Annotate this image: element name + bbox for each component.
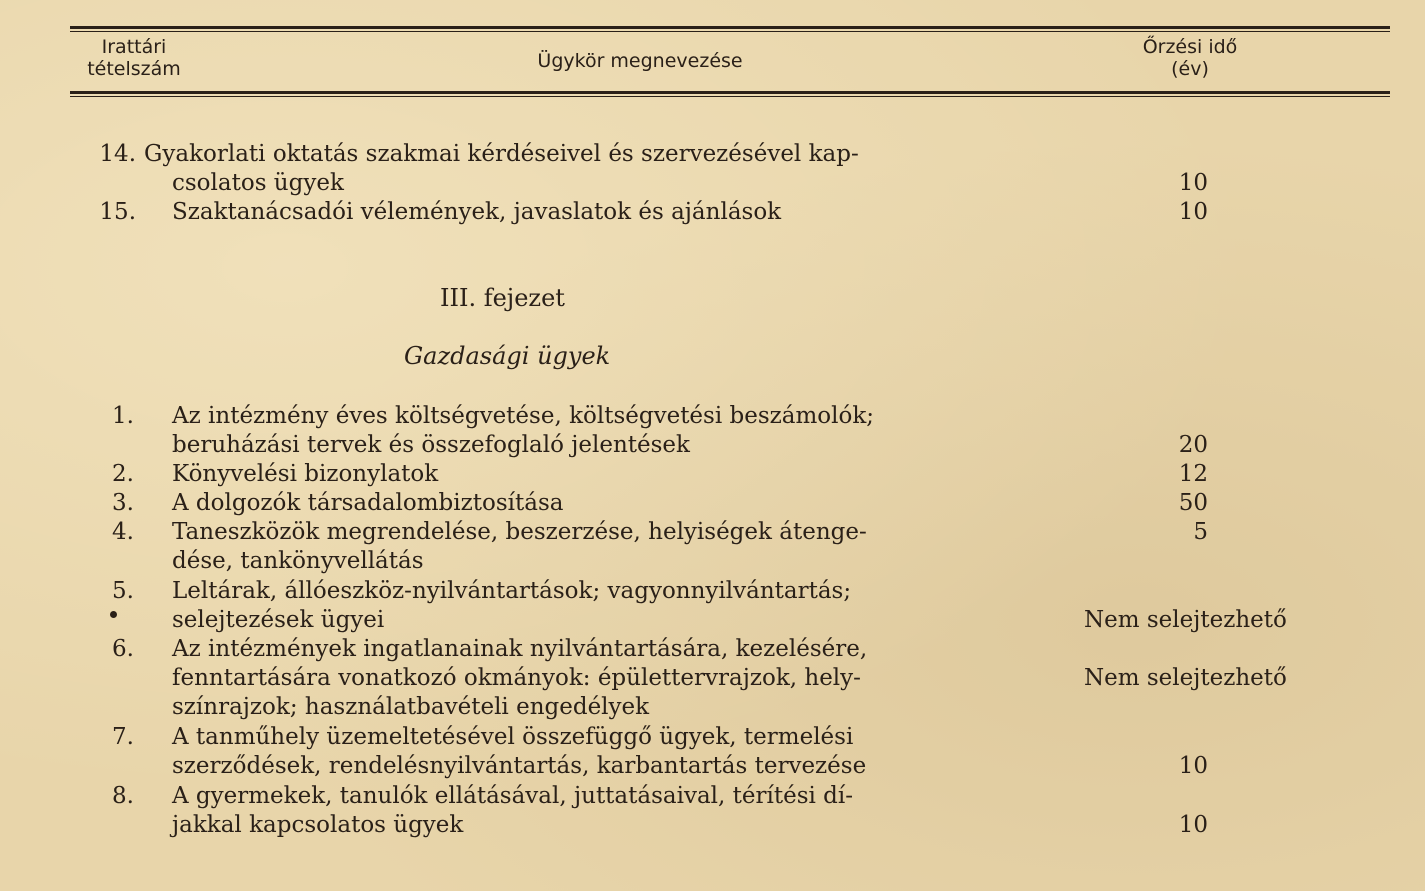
item-text <box>172 460 972 489</box>
header-file-number-line2: tételszám <box>87 58 181 80</box>
item-retention: 10 <box>1178 199 1208 225</box>
item-text-line: dése, tankönyvellátás <box>172 548 424 574</box>
header-file-number <box>64 36 204 80</box>
item-text <box>172 198 972 227</box>
item-text <box>144 140 964 198</box>
item-retention: Nem selejtezhető <box>1084 665 1287 691</box>
item-number: 6. <box>112 636 134 662</box>
item-number: 8. <box>112 783 134 809</box>
header-file-number-line1: Irattári <box>101 36 167 58</box>
header-top-rule-thin <box>70 31 1390 32</box>
header-bottom-rule-thin <box>70 96 1390 97</box>
item-text-line: Az intézmények ingatlanainak nyilvántartására, kezelésére, <box>172 636 868 662</box>
item-text <box>172 782 972 840</box>
item-text-line: Az intézmény éves költségvetése, költségvetési beszámolók; <box>172 403 875 429</box>
item-text-line: szerződések, rendelésnyilvántartás, karbantartás tervezése <box>172 753 867 779</box>
item-retention: 10 <box>1178 812 1208 838</box>
item-text-line: beruházási tervek és összefoglaló jelentések <box>172 432 690 458</box>
item-number: 7. <box>112 724 134 750</box>
item-number: 1. <box>112 403 134 429</box>
item-retention: 12 <box>1178 461 1208 487</box>
item-retention: 5 <box>1193 519 1208 545</box>
item-text-line: A dolgozók társadalombiztosítása <box>172 490 564 516</box>
item-number: 3. <box>112 490 134 516</box>
item-number: 4. <box>112 519 134 545</box>
item-retention: 20 <box>1178 432 1208 458</box>
item-number: 15. <box>99 199 136 225</box>
item-text-line: A tanműhely üzemeltetésével összefüggő ügyek, termelési <box>172 724 854 750</box>
item-text <box>172 723 972 781</box>
header-retention-line2: (év) <box>1171 58 1209 80</box>
header-retention <box>1110 36 1270 80</box>
item-number: 2. <box>112 461 134 487</box>
item-number: 14. <box>99 141 136 167</box>
item-number: 5. <box>112 578 134 604</box>
item-text-line: Könyvelési bizonylatok <box>172 461 439 487</box>
item-text-line: Leltárak, állóeszköz-nyilvántartások; vagyonnyilvántartás; <box>172 578 852 604</box>
item-text-line: jakkal kapcsolatos ügyek <box>172 812 464 838</box>
item-text-line: színrajzok; használatbavételi engedélyek <box>172 694 650 720</box>
bullet-mark <box>110 611 117 618</box>
chapter-title: Gazdasági ügyek <box>404 342 611 370</box>
item-retention: Nem selejtezhető <box>1084 607 1287 633</box>
item-text-line: selejtezések ügyei <box>172 607 385 633</box>
item-text <box>172 518 972 576</box>
header-top-rule <box>70 26 1390 29</box>
item-retention: 10 <box>1178 753 1208 779</box>
item-text <box>172 635 972 722</box>
item-text <box>172 402 972 460</box>
header-bottom-rule <box>70 91 1390 94</box>
item-retention: 10 <box>1178 170 1208 196</box>
item-text-line: Szaktanácsadói vélemények, javaslatok és ajánlások <box>172 199 782 225</box>
item-text-line: fenntartására vonatkozó okmányok: épülettervrajzok, hely- <box>172 665 861 691</box>
item-text-line: Gyakorlati oktatás szakmai kérdéseivel és szervezésével kap- <box>144 141 859 167</box>
item-retention: 50 <box>1178 490 1208 516</box>
item-text <box>172 577 972 635</box>
header-case-name: Ügykör megnevezése <box>537 50 743 72</box>
item-text-line: A gyermekek, tanulók ellátásával, juttatásaival, térítési dí- <box>172 783 854 809</box>
item-text-line: csolatos ügyek <box>172 170 344 196</box>
chapter-heading: III. fejezet <box>440 284 565 312</box>
item-text <box>172 489 972 518</box>
header-retention-line1: Őrzési idő <box>1142 36 1238 58</box>
item-text-line: Taneszközök megrendelése, beszerzése, helyiségek átenge- <box>172 519 867 545</box>
